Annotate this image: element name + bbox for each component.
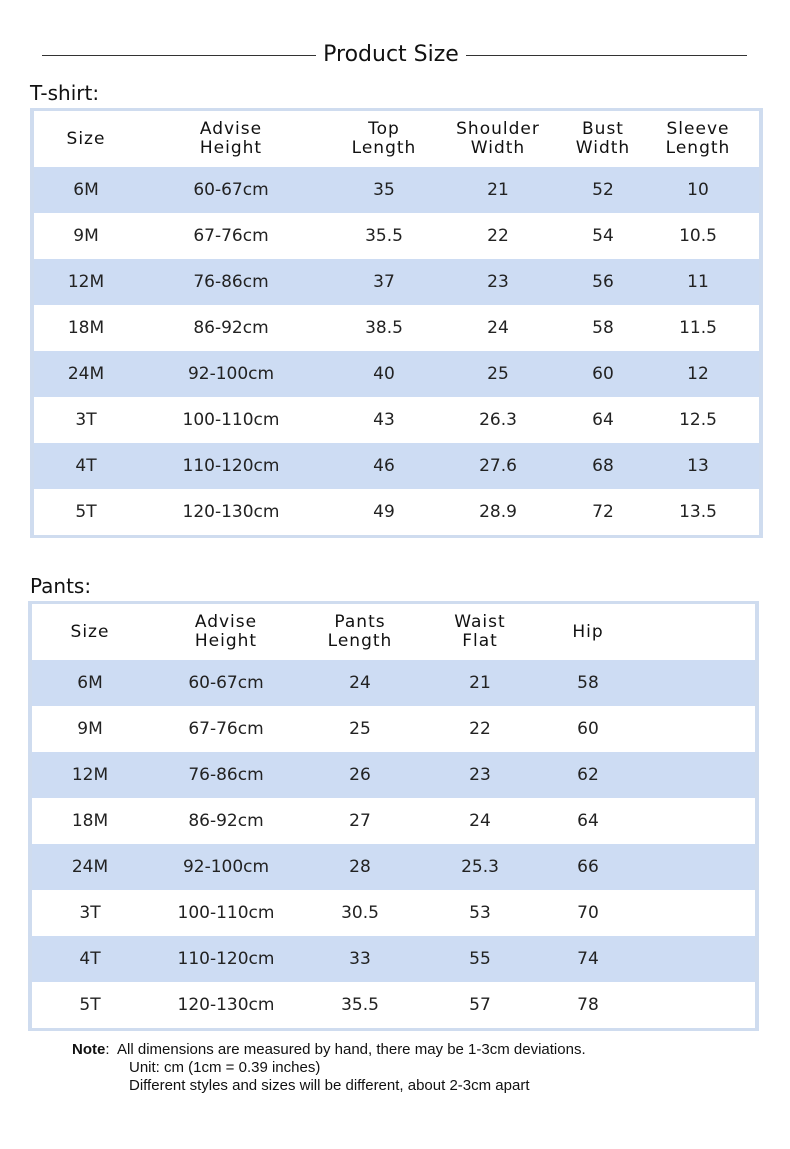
table-cell: 78 [577,995,599,1015]
tshirt-section-label: T-shirt: [30,81,100,105]
note-line-3: Different styles and sizes will be different, about 2-3cm apart [129,1077,530,1094]
table-cell: 5T [79,995,101,1015]
table-cell: 18M [71,811,109,831]
table-cell: 43 [373,410,395,430]
table-row [34,397,759,443]
column-header-line2: Width [575,138,631,158]
column-header-line2: Flat [462,631,498,651]
table-cell: 28 [349,857,371,877]
column-header-line1: Advise [199,119,263,139]
table-cell: 12M [71,765,109,785]
column-header-line1: Pants [334,612,386,632]
table-cell: 56 [592,272,614,292]
column-header-line1: Bust [582,119,624,139]
table-cell: 24M [67,364,105,384]
table-cell: 26.3 [479,410,517,430]
table-cell: 57 [469,995,491,1015]
table-cell: 67-76cm [188,719,264,739]
table-cell: 35.5 [365,226,403,246]
note-separator: : [105,1041,110,1058]
tshirt-column-header [438,111,558,167]
table-cell: 35.5 [341,995,379,1015]
table-cell: 11.5 [679,318,717,338]
column-header-line2: Length [665,138,731,158]
table-cell: 10.5 [679,226,717,246]
pants-column-header [528,604,648,660]
column-header-line2: Height [194,631,258,651]
table-cell: 92-100cm [182,857,270,877]
table-cell: 74 [577,949,599,969]
table-row [34,443,759,489]
table-cell: 25.3 [461,857,499,877]
table-cell: 30.5 [341,903,379,923]
column-header-line1: Advise [194,612,258,632]
table-cell: 100-110cm [182,410,280,430]
column-header-line1: Hip [572,621,604,642]
table-cell: 23 [487,272,509,292]
table-cell: 70 [577,903,599,923]
table-cell: 49 [373,502,395,522]
table-cell: 24 [349,673,371,693]
table-cell: 64 [592,410,614,430]
note-label: Note [72,1041,106,1058]
table-cell: 53 [469,903,491,923]
table-row [32,844,755,890]
table-cell: 86-92cm [188,811,264,831]
page-title: Product Size [323,42,459,67]
table-cell: 12 [687,364,709,384]
table-cell: 64 [577,811,599,831]
table-cell: 22 [487,226,509,246]
table-cell: 68 [592,456,614,476]
table-cell: 21 [469,673,491,693]
note-block [72,1041,586,1095]
table-cell: 54 [592,226,614,246]
table-cell: 110-120cm [182,456,280,476]
table-row [34,351,759,397]
table-cell: 13 [687,456,709,476]
table-cell: 9M [73,226,99,246]
note-text-1: All dimensions are measured by hand, there may be 1-3cm deviations. [117,1041,586,1058]
column-header-line2: Height [199,138,263,158]
table-cell: 26 [349,765,371,785]
table-row [32,706,755,752]
table-row [32,752,755,798]
table-cell: 110-120cm [177,949,275,969]
table-cell: 28.9 [479,502,517,522]
table-cell: 9M [77,719,103,739]
table-cell: 18M [67,318,105,338]
table-row [32,936,755,982]
tshirt-column-header [171,111,291,167]
table-row [32,798,755,844]
pants-section-label: Pants: [30,574,92,598]
table-cell: 13.5 [679,502,717,522]
table-row [34,305,759,351]
column-header-line1: Size [66,128,106,149]
table-cell: 55 [469,949,491,969]
column-header-line1: Size [70,621,110,642]
column-header-line2: Length [351,138,417,158]
pants-size-table [28,601,759,1031]
table-cell: 120-130cm [182,502,280,522]
table-cell: 6M [77,673,103,693]
tshirt-column-header [324,111,444,167]
pants-header-row [32,604,755,660]
table-row [32,982,755,1028]
table-cell: 58 [577,673,599,693]
title-row [0,40,790,72]
column-header-line1: Waist [454,612,506,632]
table-cell: 35 [373,180,395,200]
title-divider-left [42,55,316,56]
column-header-line1: Top [368,119,400,139]
table-cell: 25 [349,719,371,739]
table-cell: 37 [373,272,395,292]
column-header-line2: Length [327,631,393,651]
table-cell: 72 [592,502,614,522]
tshirt-size-table [30,108,763,538]
table-cell: 60-67cm [193,180,269,200]
table-cell: 22 [469,719,491,739]
table-cell: 76-86cm [193,272,269,292]
column-header-line1: Sleeve [666,119,730,139]
table-cell: 60 [592,364,614,384]
table-cell: 120-130cm [177,995,275,1015]
table-cell: 46 [373,456,395,476]
table-cell: 24M [71,857,109,877]
table-row [34,213,759,259]
column-header-line2: Width [470,138,526,158]
tshirt-column-header [26,111,146,167]
pants-column-header [166,604,286,660]
table-cell: 3T [79,903,101,923]
table-row [32,890,755,936]
table-cell: 3T [75,410,97,430]
table-cell: 11 [687,272,709,292]
table-cell: 52 [592,180,614,200]
table-cell: 24 [487,318,509,338]
table-cell: 33 [349,949,371,969]
table-cell: 25 [487,364,509,384]
table-cell: 4T [79,949,101,969]
table-cell: 4T [75,456,97,476]
table-cell: 100-110cm [177,903,275,923]
table-cell: 86-92cm [193,318,269,338]
table-cell: 58 [592,318,614,338]
table-cell: 10 [687,180,709,200]
table-cell: 76-86cm [188,765,264,785]
table-cell: 12.5 [679,410,717,430]
pants-column-header [30,604,150,660]
table-row [34,167,759,213]
table-row [32,660,755,706]
pants-column-header [300,604,420,660]
table-cell: 66 [577,857,599,877]
table-cell: 12M [67,272,105,292]
table-cell: 60-67cm [188,673,264,693]
table-row [34,489,759,535]
pants-column-header [420,604,540,660]
table-cell: 92-100cm [187,364,275,384]
table-cell: 67-76cm [193,226,269,246]
table-row [34,259,759,305]
table-cell: 27 [349,811,371,831]
table-cell: 24 [469,811,491,831]
table-cell: 60 [577,719,599,739]
tshirt-header-row [34,111,759,167]
table-cell: 5T [75,502,97,522]
tshirt-column-header [638,111,758,167]
note-line-2: Unit: cm (1cm = 0.39 inches) [129,1059,321,1076]
table-cell: 62 [577,765,599,785]
table-cell: 21 [487,180,509,200]
table-cell: 23 [469,765,491,785]
table-cell: 38.5 [365,318,403,338]
table-cell: 27.6 [479,456,517,476]
note-line-1 [72,1041,586,1059]
table-cell: 6M [73,180,99,200]
table-cell: 40 [373,364,395,384]
column-header-line1: Shoulder [456,119,540,139]
title-divider-right [466,55,747,56]
